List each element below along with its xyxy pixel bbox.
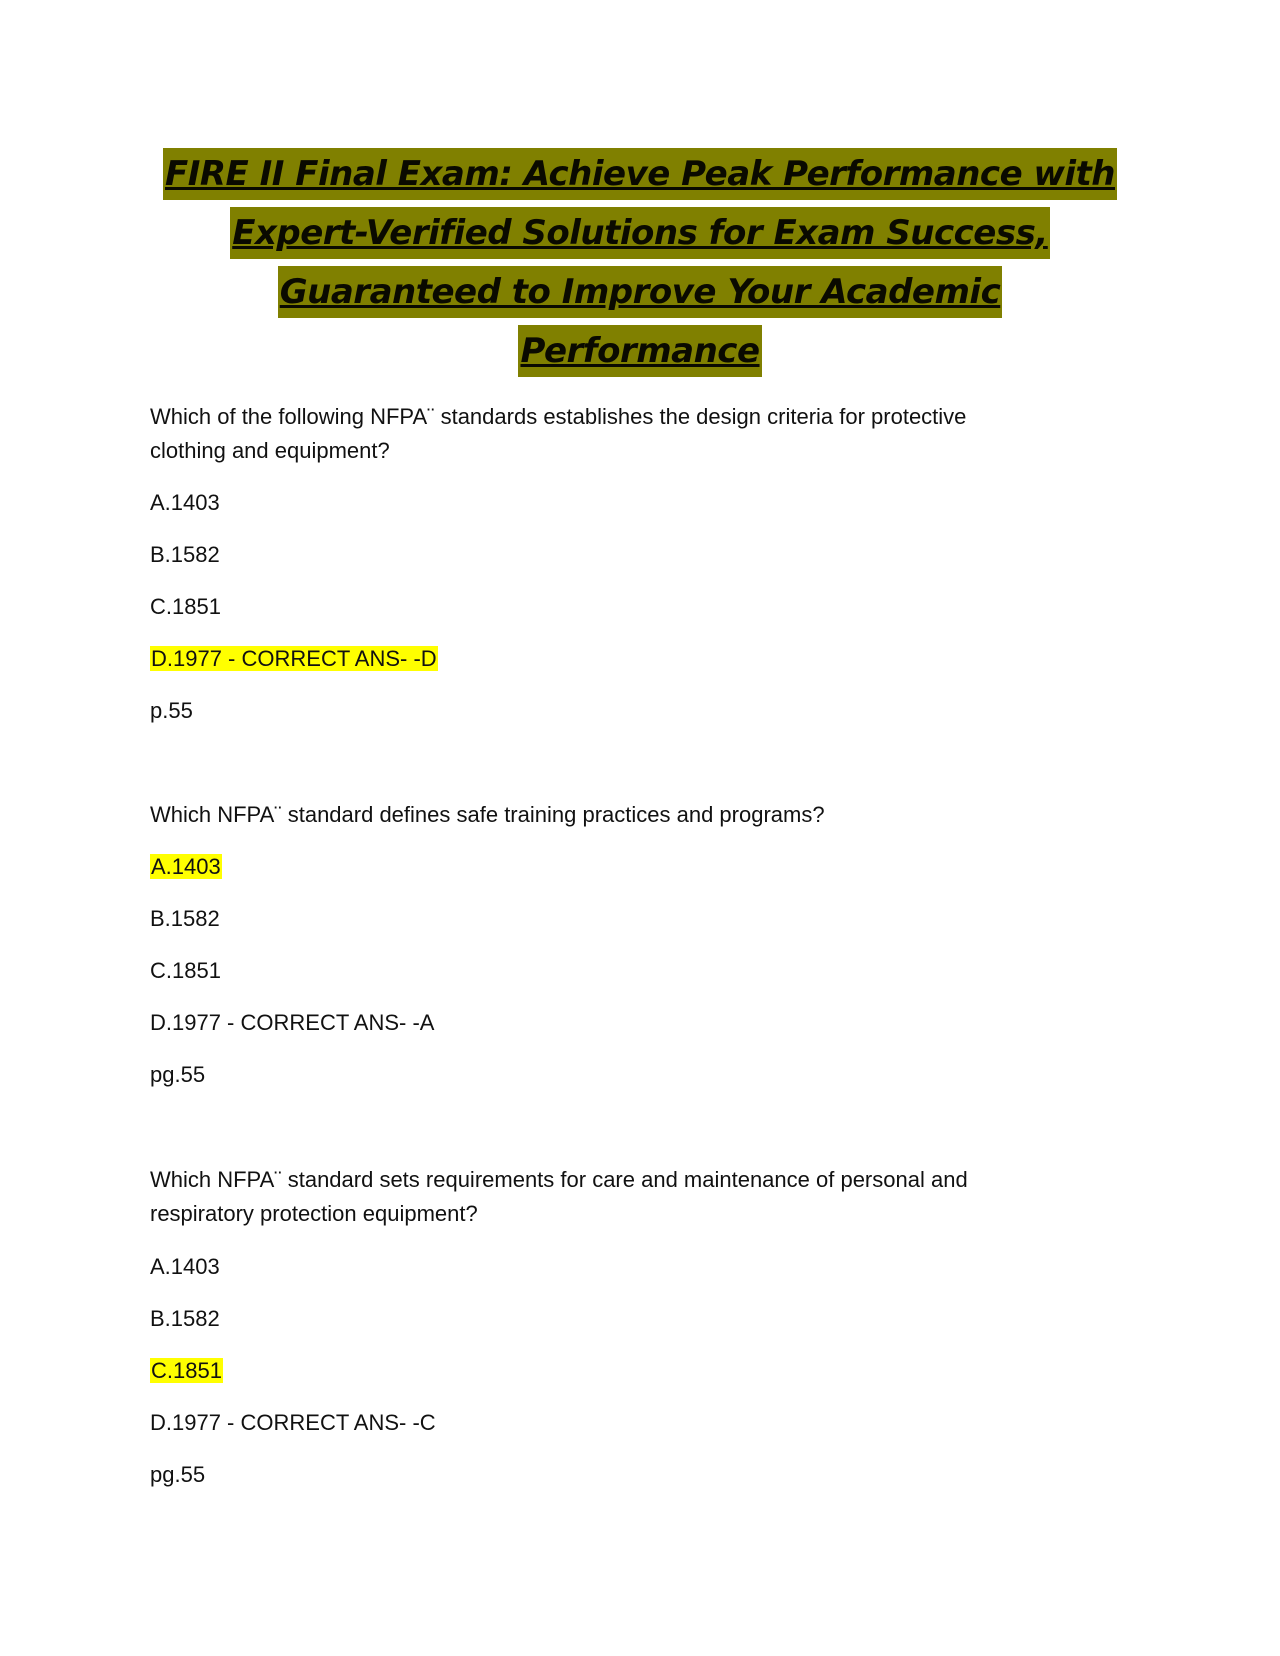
question-3-option-d: D.1977 - CORRECT ANS- -C — [150, 1410, 436, 1435]
question-3-correct-highlight: C.1851 — [151, 1358, 222, 1383]
question-1-text — [150, 400, 1130, 468]
question-1-option-b: B.1582 — [150, 542, 220, 567]
question-2-correct-highlight: A.1403 — [151, 854, 221, 879]
question-3-option-c — [150, 1354, 1130, 1388]
question-1-reference: p.55 — [150, 698, 193, 723]
title-line-1: FIRE II Final Exam: Achieve Peak Performance with — [163, 148, 1117, 200]
question-2-text: Which NFPA¨ standard defines safe training practices and programs? — [150, 802, 825, 827]
question-1-line-1: Which of the following NFPA¨ standards establishes the design criteria for protective — [150, 404, 967, 429]
question-1-option-c: C.1851 — [150, 594, 221, 619]
question-2-reference: pg.55 — [150, 1062, 206, 1087]
question-3-text — [150, 1163, 1130, 1231]
question-1-option-d — [150, 642, 1130, 676]
question-3-line-1: Which NFPA¨ standard sets requirements for care and maintenance of personal and — [150, 1167, 968, 1192]
question-2-option-b: B.1582 — [150, 906, 220, 931]
question-2-option-d: D.1977 - CORRECT ANS- -A — [150, 1010, 435, 1035]
question-1-correct-highlight: D.1977 - CORRECT ANS- -D — [151, 646, 437, 671]
question-3-line-2: respiratory protection equipment? — [150, 1201, 478, 1226]
question-3-option-a: A.1403 — [150, 1254, 220, 1279]
document-title — [140, 146, 1140, 382]
title-line-4: Performance — [518, 325, 761, 377]
title-line-2: Expert-Verified Solutions for Exam Success, — [230, 207, 1050, 259]
question-3-option-b: B.1582 — [150, 1306, 220, 1331]
question-2-option-c: C.1851 — [150, 958, 221, 983]
question-2-option-a — [150, 850, 1130, 884]
title-line-3: Guaranteed to Improve Your Academic — [278, 266, 1002, 318]
question-3-reference: pg.55 — [150, 1462, 206, 1487]
question-1-option-a: A.1403 — [150, 490, 220, 515]
question-1-line-2: clothing and equipment? — [150, 438, 390, 463]
